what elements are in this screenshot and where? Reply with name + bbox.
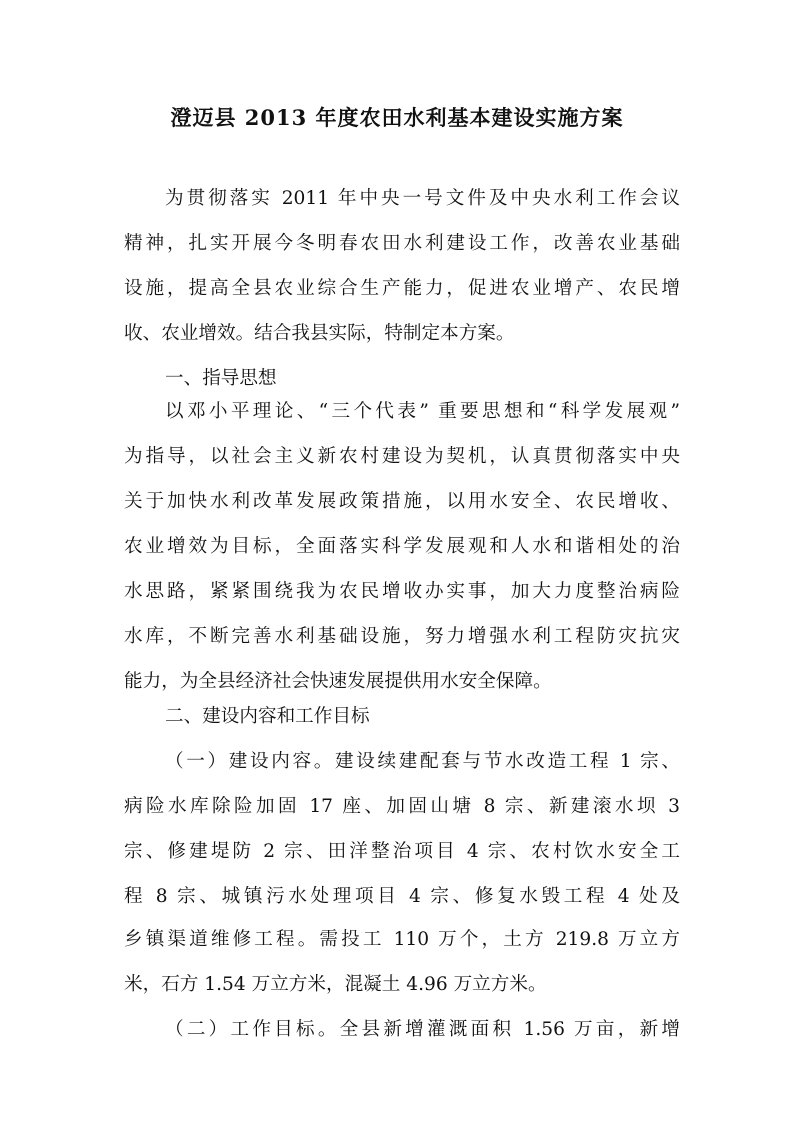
paragraph-line: 乡镇渠道维修工程。需投工 110 万个，土方 219.8 万立方 [124,929,680,950]
paragraph-line: 为指导，以社会主义新农村建设为契机，认真贯彻落实中央 [124,446,680,467]
paragraph-line: 以邓小平理论、“三个代表” 重要思想和“科学发展观” [165,401,680,422]
paragraph-line: 病险水库除险加固 17 座、加固山塘 8 宗、新建滚水坝 3 [124,796,680,817]
page-title: 澄迈县 2013 年度农田水利基本建设实施方案 [170,105,624,130]
paragraph-line: 为贯彻落实 2011 年中央一号文件及中央水利工作会议 [165,188,680,209]
paragraph-line: （二）工作目标。全县新增灌溉面积 1.56 万亩，新增 [165,1019,680,1040]
paragraph-line: 能力，为全县经济社会快速发展提供用水安全保障。 [124,671,552,692]
paragraph-line: 水库，不断完善水利基础设施，努力增强水利工程防灾抗灾 [124,626,680,647]
paragraph-line: 宗、修建堤防 2 宗、田洋整治项目 4 宗、农村饮水安全工 [124,841,680,862]
paragraph-line: 精神，扎实开展今冬明春农田水利建设工作，改善农业基础 [124,233,680,254]
paragraph-line: 农业增效为目标，全面落实科学发展观和人水和谐相处的治 [124,536,680,557]
paragraph-line: 收、农业增效。结合我县实际，特制定本方案。 [124,323,515,344]
paragraph-line: 米，石方 1.54 万立方米，混凝土 4.96 万立方米。 [124,974,547,995]
paragraph-line: 程 8 宗、城镇污水处理项目 4 宗、修复水毁工程 4 处及 [124,886,680,907]
section-heading: 二、建设内容和工作目标 [165,706,370,727]
section-heading: 一、指导思想 [165,368,277,389]
paragraph-line: （一）建设内容。建设续建配套与节水改造工程 1 宗、 [165,751,680,772]
paragraph-line: 设施，提高全县农业综合生产能力，促进农业增产、农民增 [124,278,680,299]
paragraph-line: 关于加快水利改革发展政策措施，以用水安全、农民增收、 [124,491,680,512]
paragraph-line: 水思路，紧紧围绕我为农民增收办实事，加大力度整治病险 [124,581,680,602]
